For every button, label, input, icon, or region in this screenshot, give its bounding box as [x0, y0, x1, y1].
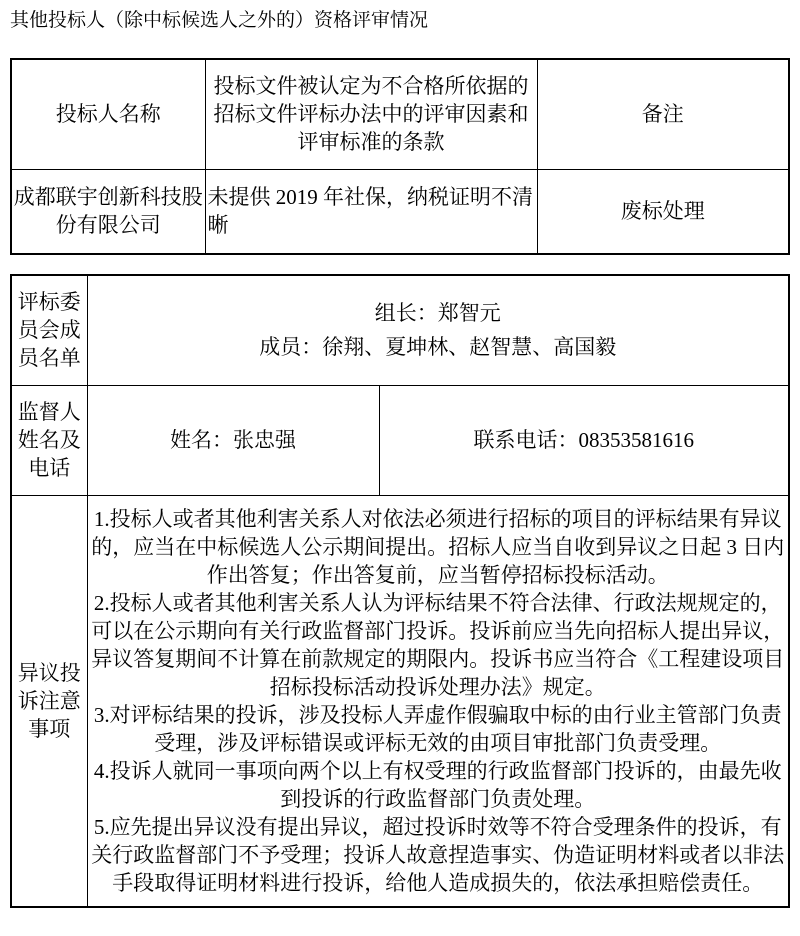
notice-item: 2.投标人或者其他利害关系人认为评标结果不符合法律、行政法规规定的，可以在公示期向有关行政监督部门投诉。投诉前应当先向招标人提出异议，异议答复期间不计算在前款规定的期限内。投诉书应当符合《工程建设项目招标投标活动投诉处理办法》规定。: [91, 590, 785, 699]
remark-cell: 废标处理: [537, 169, 789, 254]
table-row: [11, 169, 789, 254]
committee-label-cell: 评标委员会成员名单: [11, 275, 87, 385]
committee-leader: 组长：郑智元: [374, 301, 501, 326]
review-info-table: [10, 274, 790, 908]
rejection-basis-cell: 未提供 2019 年社保，纳税证明不清晰: [205, 169, 537, 254]
header-remark: 备注: [537, 59, 789, 169]
notice-row: [11, 495, 789, 907]
qualification-table: [10, 58, 790, 255]
notice-item: 3.对评标结果的投诉，涉及投标人弄虚作假骗取中标的由行业主管部门负责受理，涉及评标错误或评标无效的由项目审批部门负责受理。: [93, 702, 782, 755]
supervisor-phone-cell: 联系电话：08353581616: [379, 385, 789, 495]
supervisor-row: [11, 385, 789, 495]
notice-content-cell: [87, 495, 789, 907]
page-title: 其他投标人（除中标候选人之外的）资格评审情况: [10, 10, 429, 31]
supervisor-name-cell: 姓名：张忠强: [87, 385, 379, 495]
supervisor-label-cell: 监督人姓名及电话: [11, 385, 87, 495]
committee-row: [11, 275, 789, 385]
notice-item: 5.应先提出异议没有提出异议，超过投诉时效等不符合受理条件的投诉，有关行政监督部门不予受理；投诉人故意捏造事实、伪造证明材料或者以非法手段取得证明材料进行投诉，给他人造成损失的，依法承担赔偿责任。: [91, 814, 785, 895]
bidder-name-cell: 成都联宇创新科技股份有限公司: [11, 169, 205, 254]
qualification-header-row: [11, 59, 789, 169]
notice-label-cell: 异议投诉注意事项: [11, 495, 87, 907]
notice-item: 1.投标人或者其他利害关系人对依法必须进行招标的项目的评标结果有异议的，应当在中标候选人公示期间提出。招标人应当自收到异议之日起 3 日内作出答复；作出答复前，应当暂停招标投标活动。: [91, 506, 785, 587]
header-bidder-name: 投标人名称: [11, 59, 205, 169]
committee-members: 成员：徐翔、夏坤林、赵智慧、高国毅: [259, 335, 617, 360]
committee-members-cell: [87, 275, 789, 385]
notice-item: 4.投诉人就同一事项向两个以上有权受理的行政监督部门投诉的，由最先收到投诉的行政监督部门负责处理。: [93, 758, 782, 811]
header-rejection-basis: 投标文件被认定为不合格所依据的招标文件评标办法中的评审因素和评审标准的条款: [205, 59, 537, 169]
